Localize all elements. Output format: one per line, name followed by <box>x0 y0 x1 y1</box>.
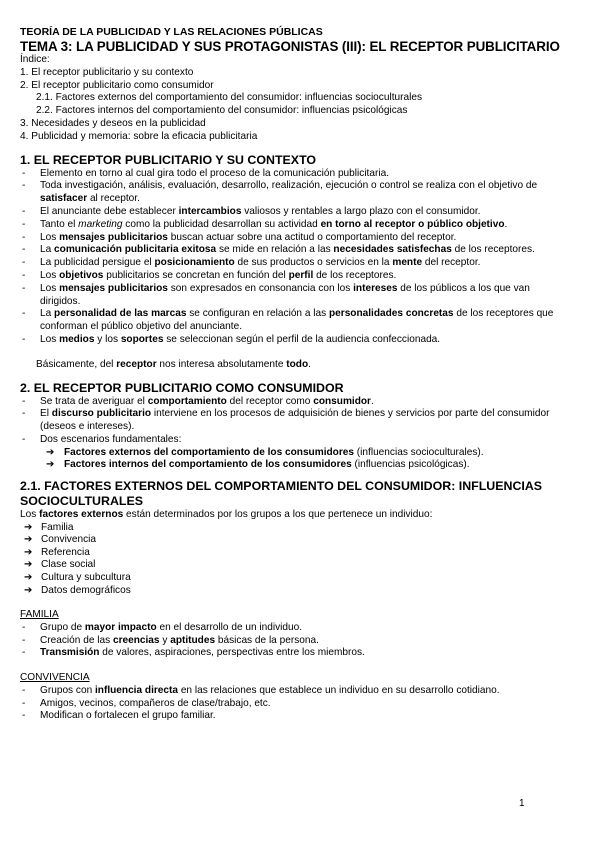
section-heading: 1. EL RECEPTOR PUBLICITARIO Y SU CONTEXTO <box>20 152 317 167</box>
group-list <box>20 522 566 598</box>
bold-term: mente <box>392 257 423 269</box>
dash-bullet: - <box>22 684 26 696</box>
bold-term: factores externos <box>39 508 124 520</box>
dash-bullet: - <box>22 395 26 407</box>
bold-term: personalidades concretas <box>328 308 454 320</box>
list-item: ➔ Referencia <box>24 546 90 558</box>
bold-term: mensajes publicitarios <box>59 282 168 294</box>
dash-bullet: - <box>22 205 26 217</box>
dash-bullet: - <box>22 244 26 256</box>
bold-term: comunicación publicitaria exitosa <box>54 244 217 256</box>
dash-bullet: - <box>22 231 26 243</box>
index-item: 2. El receptor publicitario como consumidor <box>20 79 214 91</box>
list-item: - El anunciante debe establecer intercambios valiosos y rentables a largo plazo con el consumidor. <box>22 205 481 217</box>
list-item: - Se trata de averiguar el comportamiento del receptor como consumidor. <box>22 395 374 407</box>
bold-term: posicionamiento <box>154 257 235 269</box>
list-item: ➔ Familia <box>24 521 74 533</box>
bullet-list <box>20 685 566 723</box>
bold-term: creencias <box>112 634 160 646</box>
dash-bullet: - <box>22 257 26 269</box>
bold-term: todo <box>286 358 309 370</box>
bold-term: intereses <box>353 282 398 294</box>
dash-bullet: - <box>22 408 26 420</box>
page-number: 1 <box>519 798 525 809</box>
scenario-list <box>20 447 566 472</box>
index-label: Índice: <box>20 54 50 65</box>
dash-bullet: - <box>22 269 26 281</box>
list-item: - Grupo de mayor impacto en el desarrollo de un individuo. <box>22 621 303 633</box>
index-subitem: 2.2. Factores internos del comportamiento del consumidor: influencias psicológicas <box>36 105 408 117</box>
section-heading: 2. EL RECEPTOR PUBLICITARIO COMO CONSUMIDOR <box>20 380 344 395</box>
list-item: - La personalidad de las marcas se configuran en relación a las personalidades concretas de los receptores que conforman el público objetivo del anunciante. <box>22 308 554 333</box>
arrow-right-icon: ➔ <box>46 459 55 471</box>
bold-term: objetivos <box>59 269 104 281</box>
bullet-list <box>20 622 566 660</box>
bold-term: Transmisión <box>40 647 100 659</box>
list-item: ➔ Convivencia <box>24 534 96 546</box>
bold-term: mayor impacto <box>84 621 157 633</box>
dash-bullet: - <box>22 697 26 709</box>
list-item: - Transmisión de valores, aspiraciones, perspectivas entre los miembros. <box>22 647 365 659</box>
arrow-right-icon: ➔ <box>24 559 33 571</box>
list-item: - Los mensajes publicitarios buscan actuar sobre una actitud o comportamiento del receptor. <box>22 231 457 243</box>
arrow-right-icon: ➔ <box>24 584 33 596</box>
bold-term: soportes <box>120 333 164 345</box>
list-item: ➔ Factores externos del comportamiento de los consumidores (influencias socioculturales). <box>46 446 484 458</box>
list-item: - Los objetivos publicitarios se concretan en función del perfil de los receptores. <box>22 269 397 281</box>
list-item: - Creación de las creencias y aptitudes básicas de la persona. <box>22 634 319 646</box>
bold-term: Factores internos del comportamiento de los consumidores <box>64 459 352 471</box>
dash-bullet: - <box>22 167 26 179</box>
course-subject: TEORÍA DE LA PUBLICIDAD Y LAS RELACIONES PÚBLICAS <box>20 26 323 38</box>
arrow-right-icon: ➔ <box>24 546 33 558</box>
bold-term: intercambios <box>178 205 242 217</box>
bold-term: en torno al receptor o público objetivo <box>320 218 505 230</box>
list-item: - Toda investigación, análisis, evaluación, desarrollo, realización, ejecución o control se realiza con el objetivo de satisfacer al receptor. <box>22 180 538 205</box>
list-item: - La comunicación publicitaria exitosa se mide en relación a las necesidades satisfechas de los receptores. <box>22 244 535 256</box>
bold-term: satisfacer <box>40 193 88 205</box>
dash-bullet: - <box>22 647 26 659</box>
section-heading: 2.1. FACTORES EXTERNOS DEL COMPORTAMIENTO DEL CONSUMIDOR: INFLUENCIAS SOCIOCULTURALES <box>20 478 543 508</box>
document-page <box>20 26 566 723</box>
bullet-list <box>20 168 566 347</box>
dash-bullet: - <box>22 634 26 646</box>
list-item: - Grupos con influencia directa en las relaciones que establece un individuo en su desarrollo cotidiano. <box>22 684 500 696</box>
dash-bullet: - <box>22 282 26 294</box>
bullet-list <box>20 396 566 447</box>
bold-term: aptitudes <box>170 634 216 646</box>
arrow-right-icon: ➔ <box>46 446 55 458</box>
list-item: - Dos escenarios fundamentales: <box>22 433 182 445</box>
list-item: - Tanto el marketing como la publicidad desarrollan su actividad en torno al receptor o público objetivo. <box>22 218 508 230</box>
intro-paragraph: Los factores externos están determinados por los grupos a los que pertenece un individuo: <box>20 508 433 520</box>
list-item: ➔ Datos demográficos <box>24 584 131 596</box>
subsection-heading: FAMILIA <box>20 609 59 621</box>
bold-term: Factores externos del comportamiento de los consumidores <box>64 446 354 458</box>
list-item: - La publicidad persigue el posicionamiento de sus productos o servicios en la mente del receptor. <box>22 257 481 269</box>
bold-term: influencia directa <box>94 684 179 696</box>
bold-term: receptor <box>116 358 157 370</box>
index-item: 4. Publicidad y memoria: sobre la eficacia publicitaria <box>20 130 258 142</box>
dash-bullet: - <box>22 308 26 320</box>
list-item: - El discurso publicitario interviene en los procesos de adquisición de bienes y servicios por parte del consumidor (deseos e intereses). <box>22 408 550 433</box>
dash-bullet: - <box>22 710 26 722</box>
index-item: 3. Necesidades y deseos en la publicidad <box>20 117 206 129</box>
bold-term: mensajes publicitarios <box>59 231 168 243</box>
dash-bullet: - <box>22 621 26 633</box>
bold-term: discurso publicitario <box>51 408 152 420</box>
index-item: 1. El receptor publicitario y su contexto <box>20 66 194 78</box>
bold-term: comportamiento <box>147 395 227 407</box>
arrow-right-icon: ➔ <box>24 572 33 584</box>
document-title: TEMA 3: LA PUBLICIDAD Y SUS PROTAGONISTAS (III): EL RECEPTOR PUBLICITARIO <box>20 39 560 54</box>
dash-bullet: - <box>22 433 26 445</box>
bold-term: consumidor <box>313 395 371 407</box>
bold-term: perfil <box>288 269 314 281</box>
dash-bullet: - <box>22 180 26 192</box>
subsection-heading: CONVIVENCIA <box>20 672 90 684</box>
dash-bullet: - <box>22 218 26 230</box>
bold-term: necesidades satisfechas <box>333 244 452 256</box>
list-item: - Los medios y los soportes se seleccionan según el perfil de la audiencia confeccionada. <box>22 333 441 345</box>
list-item: ➔ Clase social <box>24 559 96 571</box>
list-item: - Amigos, vecinos, compañeros de clase/trabajo, etc. <box>22 697 271 709</box>
list-item: - Modifican o fortalecen el grupo familiar. <box>22 710 216 722</box>
arrow-right-icon: ➔ <box>24 534 33 546</box>
bold-term: medios <box>59 333 95 345</box>
dash-bullet: - <box>22 333 26 345</box>
bold-term: personalidad de las marcas <box>54 308 187 320</box>
italic-term: marketing <box>78 218 123 230</box>
list-item: - Elemento en torno al cual gira todo el proceso de la comunicación publicitaria. <box>22 167 389 179</box>
index-subitem: 2.1. Factores externos del comportamiento del consumidor: influencias socioculturales <box>36 92 422 104</box>
summary-paragraph: Básicamente, del receptor nos interesa absolutamente todo. <box>36 358 311 370</box>
arrow-right-icon: ➔ <box>24 521 33 533</box>
list-item: - Los mensajes publicitarios son expresados en consonancia con los intereses de los públicos a los que van dirigidos. <box>22 282 530 307</box>
list-item: ➔ Cultura y subcultura <box>24 572 131 584</box>
list-item: ➔ Factores internos del comportamiento de los consumidores (influencias psicológicas). <box>46 459 470 471</box>
